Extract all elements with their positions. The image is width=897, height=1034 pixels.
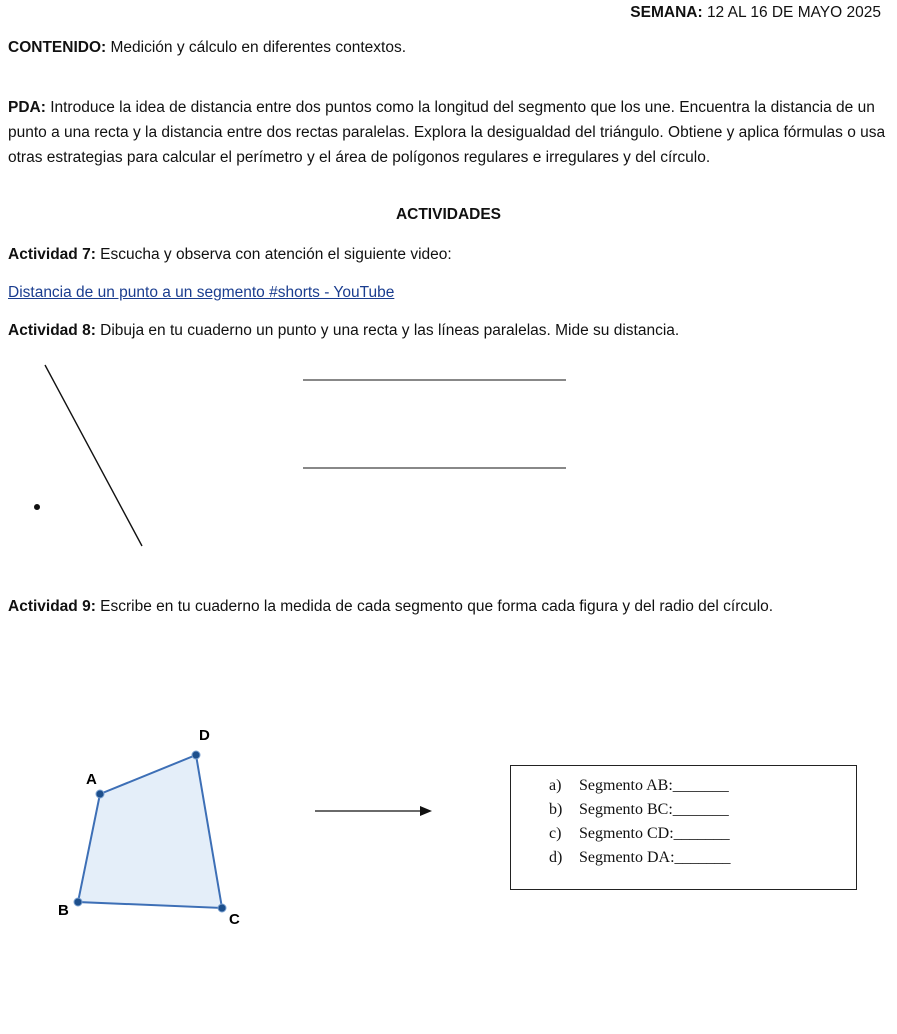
- vertex-a-label: A: [86, 771, 97, 788]
- activity-9-text: Escribe en tu cuaderno la medida de cada segmento que forma cada figura y del radio del círculo.: [100, 598, 774, 615]
- answer-row: [549, 774, 856, 798]
- activity-7-label: Actividad 7:: [8, 246, 96, 263]
- pda-label: PDA:: [8, 99, 46, 116]
- answer-text: Segmento BC:_______: [579, 801, 729, 818]
- vertex-b-label: B: [58, 902, 69, 919]
- content-text: Medición y cálculo en diferentes contextos.: [110, 39, 407, 56]
- answer-letter: b): [549, 801, 563, 818]
- week-label: SEMANA:: [630, 4, 703, 21]
- activity-9-label: Actividad 9:: [8, 598, 96, 615]
- vertex-d-label: D: [199, 727, 210, 744]
- vertex-c-label: C: [229, 911, 240, 928]
- vertex-b-point: [74, 898, 82, 906]
- youtube-video-link[interactable]: Distancia de un punto a un segmento #shorts - YouTube: [8, 284, 395, 301]
- answers-box: [510, 765, 857, 890]
- activity-7-text: Escucha y observa con atención el siguiente video:: [100, 246, 452, 263]
- content-label: CONTENIDO:: [8, 39, 107, 56]
- answer-text: Segmento DA:_______: [579, 849, 731, 866]
- answer-letter: d): [549, 849, 563, 866]
- arrow-head-icon: [420, 806, 432, 816]
- answer-text: Segmento CD:_______: [579, 825, 730, 842]
- answer-letter: c): [549, 825, 562, 842]
- answer-row: [549, 846, 856, 870]
- week-value: 12 AL 16 DE MAYO 2025: [706, 4, 881, 21]
- pda-text: Introduce la idea de distancia entre dos puntos como la longitud del segmento que los une. Encuentra la distancia de un punto a una recta y la distancia entre dos rectas paralelas. Explora la desigualdad del triángulo. Obtiene y aplica fórmulas o usa otras estrategias para calcular el perímetro y el área de polígonos regulares e irregulares y del círculo.: [8, 99, 886, 166]
- answer-row: [549, 822, 856, 846]
- vertex-c-point: [218, 904, 226, 912]
- activity-8-text: Dibuja en tu cuaderno un punto y una recta y las líneas paralelas. Mide su distancia.: [100, 322, 680, 339]
- answer-letter: a): [549, 777, 562, 794]
- vertex-d-point: [192, 751, 200, 759]
- answer-text: Segmento AB:_______: [579, 777, 729, 794]
- vertex-a-point: [96, 790, 104, 798]
- activities-title: ACTIVIDADES: [395, 206, 502, 223]
- answer-row: [549, 798, 856, 822]
- activity-8-label: Actividad 8:: [8, 322, 96, 339]
